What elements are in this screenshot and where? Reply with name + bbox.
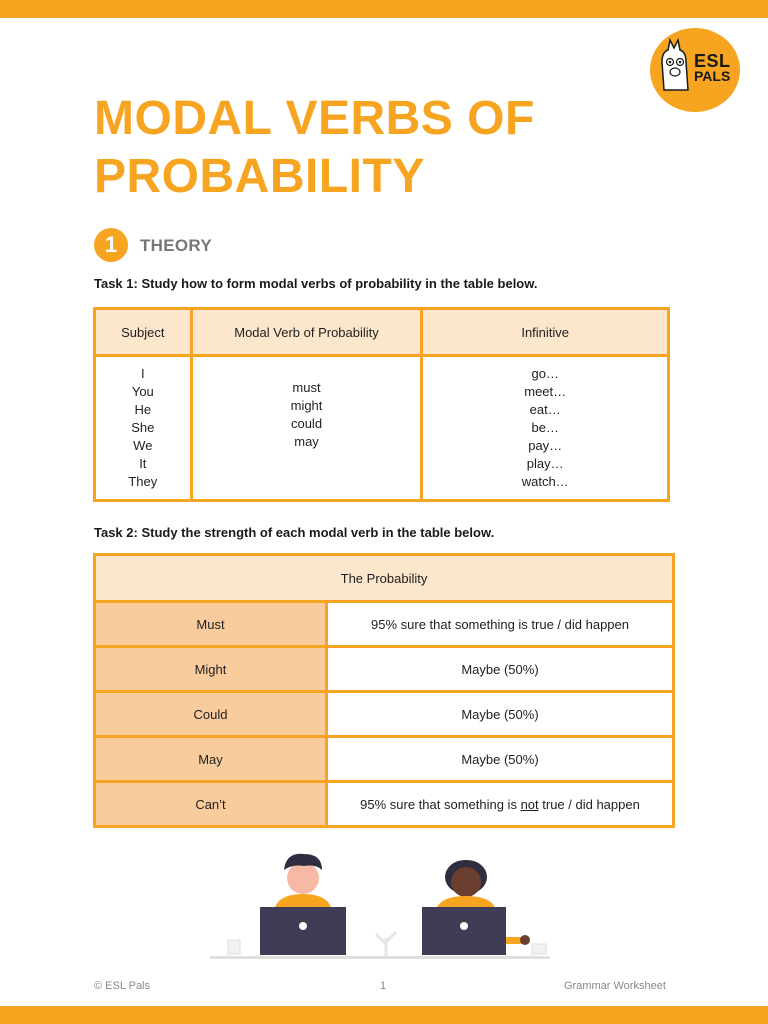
footer-page-number: 1 bbox=[380, 980, 387, 992]
modal-label: Might bbox=[95, 647, 327, 692]
infinitive-item: pay… bbox=[528, 438, 563, 453]
table-row bbox=[95, 356, 669, 501]
modal-item: might bbox=[290, 398, 323, 413]
task-1-instruction: Task 1: Study how to form modal verbs of probability in the table below. bbox=[94, 276, 538, 291]
modal-label: May bbox=[95, 737, 327, 782]
footer-document-type: Grammar Worksheet bbox=[564, 980, 666, 992]
two-people-with-laptops-illustration bbox=[170, 840, 600, 965]
infinitive-item: play… bbox=[526, 456, 564, 471]
modal-label: Could bbox=[95, 692, 327, 737]
table-row bbox=[95, 602, 674, 647]
modals-cell bbox=[191, 356, 422, 501]
value-text-post: true / did happen bbox=[538, 796, 640, 812]
probability-value: 95% sure that something is true / did happen bbox=[327, 602, 674, 647]
value-text-pre: 95% sure that something is bbox=[360, 796, 521, 812]
logo-line-1: ESL bbox=[694, 51, 731, 71]
modal-item: may bbox=[294, 434, 319, 449]
subject-item: I bbox=[141, 366, 145, 381]
infinitive-item: be… bbox=[531, 420, 559, 435]
section-label: THEORY bbox=[140, 236, 213, 255]
probability-value: Maybe (50%) bbox=[327, 737, 674, 782]
table-header-probability: The Probability bbox=[95, 555, 674, 602]
subject-item: She bbox=[131, 420, 155, 435]
table-row bbox=[95, 692, 674, 737]
page-title: MODAL VERBS OF PROBABILITY bbox=[94, 92, 535, 203]
logo-line-2: PALS bbox=[694, 68, 731, 84]
probability-value bbox=[327, 782, 674, 827]
modal-item: must bbox=[292, 380, 321, 395]
top-accent-bar bbox=[0, 0, 768, 18]
value-text-underlined: not bbox=[520, 796, 539, 812]
esl-pals-logo bbox=[650, 28, 740, 112]
subjects-cell bbox=[95, 356, 192, 501]
infinitives-cell bbox=[422, 356, 669, 501]
subject-item: They bbox=[128, 474, 158, 489]
modal-form-table bbox=[93, 307, 670, 502]
table-header-infinitive: Infinitive bbox=[422, 309, 669, 356]
table-header-row bbox=[95, 555, 674, 602]
logo-text bbox=[694, 51, 731, 84]
bottom-accent-bar bbox=[0, 1006, 768, 1024]
subject-item: He bbox=[134, 402, 152, 417]
task-2-instruction: Task 2: Study the strength of each modal verb in the table below. bbox=[94, 525, 495, 540]
subject-item: You bbox=[131, 384, 154, 399]
modal-item: could bbox=[290, 416, 323, 431]
subject-item: We bbox=[133, 438, 153, 453]
infinitive-item: eat… bbox=[529, 402, 561, 417]
modal-label: Can’t bbox=[95, 782, 327, 827]
section-number-badge: 1 bbox=[94, 228, 128, 262]
infinitive-item: watch… bbox=[521, 474, 569, 489]
infinitive-item: go… bbox=[531, 366, 559, 381]
modal-label: Must bbox=[95, 602, 327, 647]
probability-strength-table bbox=[93, 553, 675, 828]
table-row bbox=[95, 782, 674, 827]
table-row bbox=[95, 647, 674, 692]
table-row bbox=[95, 737, 674, 782]
probability-value: Maybe (50%) bbox=[327, 692, 674, 737]
table-header-modal: Modal Verb of Probability bbox=[191, 309, 422, 356]
probability-value: Maybe (50%) bbox=[327, 647, 674, 692]
footer-copyright: © ESL Pals bbox=[94, 980, 150, 992]
infinitive-item: meet… bbox=[524, 384, 567, 399]
subject-item: It bbox=[139, 456, 147, 471]
table-header-subject: Subject bbox=[95, 309, 192, 356]
table-header-row bbox=[95, 309, 669, 356]
